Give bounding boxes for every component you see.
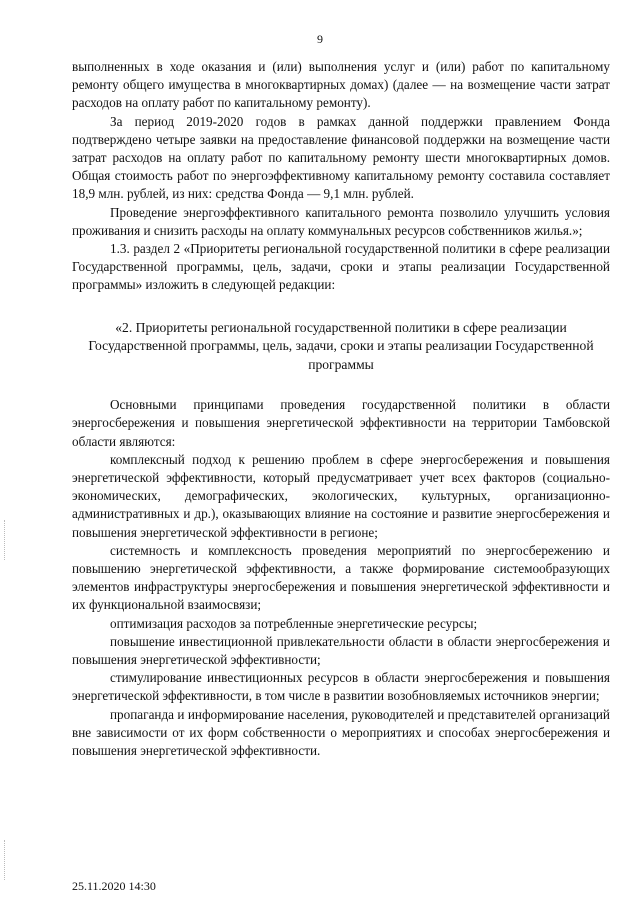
footer-datetime: 25.11.2020 14:30 (72, 879, 156, 893)
paragraph-principles-intro: Основными принципами проведения государственной политики в области энергосбережения и повышения энергетической эффективности на территории Тамбовской области являются: (72, 397, 610, 449)
list-item-propaganda: пропаганда и информирование населения, руководителей и представителей организаций вне зависимости от их форм собственности о мероприятиях и способах энергосбережения и повышения энергетической эффективности. (72, 706, 610, 758)
list-item-systematic: системность и комплексность проведения мероприятий по энергосбережению и повышению энергетической эффективности, а также формирование системообразующих элементов инфраструктуры энергосбережения и повышения энергетической эффективности и их функциональной взаимосвязи; (72, 542, 610, 613)
paragraph-repair-result: Проведение энергоэффективного капитального ремонта позволило улучшить условия проживания и снизить расходы на оплату коммунальных ресурсов собственников жилья.»; (72, 204, 610, 238)
page-number: 9 (317, 32, 323, 46)
list-item-investment-stimulation: стимулирование инвестиционных ресурсов в области энергосбережения и повышения энергетической эффективности, в том числе в развитии возобновляемых источников энергии; (72, 670, 610, 704)
list-item-cost-optimization: оптимизация расходов за потребленные энергетические ресурсы; (110, 615, 478, 631)
paragraph-continuation: выполненных в ходе оказания и (или) выполнения услуг и (или) работ по капитальному ремонту общего имущества в многоквартирных домах) (далее — на возмещение части затрат расходов на оплату работ по капитальному ремонту). (72, 59, 610, 111)
paragraph-fund-support: За период 2019-2020 годов в рамках данной поддержки правлением Фонда подтверждено четыре заявки на предоставление финансовой поддержки на возмещение части затрат расходов на оплату работ по капитальному ремонту шести многоквартирных домов. Общая стоимость работ по энергоэффективному капитальному ремонту составила составляет 18,9 млн. рублей, из них: средства Фонда — 9,1 млн. рублей. (72, 113, 610, 202)
list-item-investment-attractiveness: повышение инвестиционной привлекательности области в области энергосбережения и повышения энергетической эффективности; (72, 633, 610, 667)
document-body (72, 58, 610, 760)
section-heading: «2. Приоритеты региональной государственной политики в сфере реализации Государственной программы, цель, задачи, сроки и этапы реализации Государственной программы (88, 319, 594, 372)
margin-scan-mark (4, 520, 6, 560)
list-item-comprehensive-approach: комплексный подход к решению проблем в сфере энергосбережения и повышения энергетической эффективности, который предусматривает учет всех факторов (социально-экономических, демографических, экологических, культурных, организационно-административных и др.), оказывающих влияние на состояние и развитие энергосбережения и повышения энергетической эффективности в регионе; (72, 451, 610, 540)
margin-scan-mark (4, 840, 6, 880)
paragraph-amendment-1-3: 1.3. раздел 2 «Приоритеты региональной государственной политики в сфере реализации Государственной программы, цель, задачи, сроки и этапы реализации Государственной программы» изложить в следующей редакции: (72, 241, 610, 293)
